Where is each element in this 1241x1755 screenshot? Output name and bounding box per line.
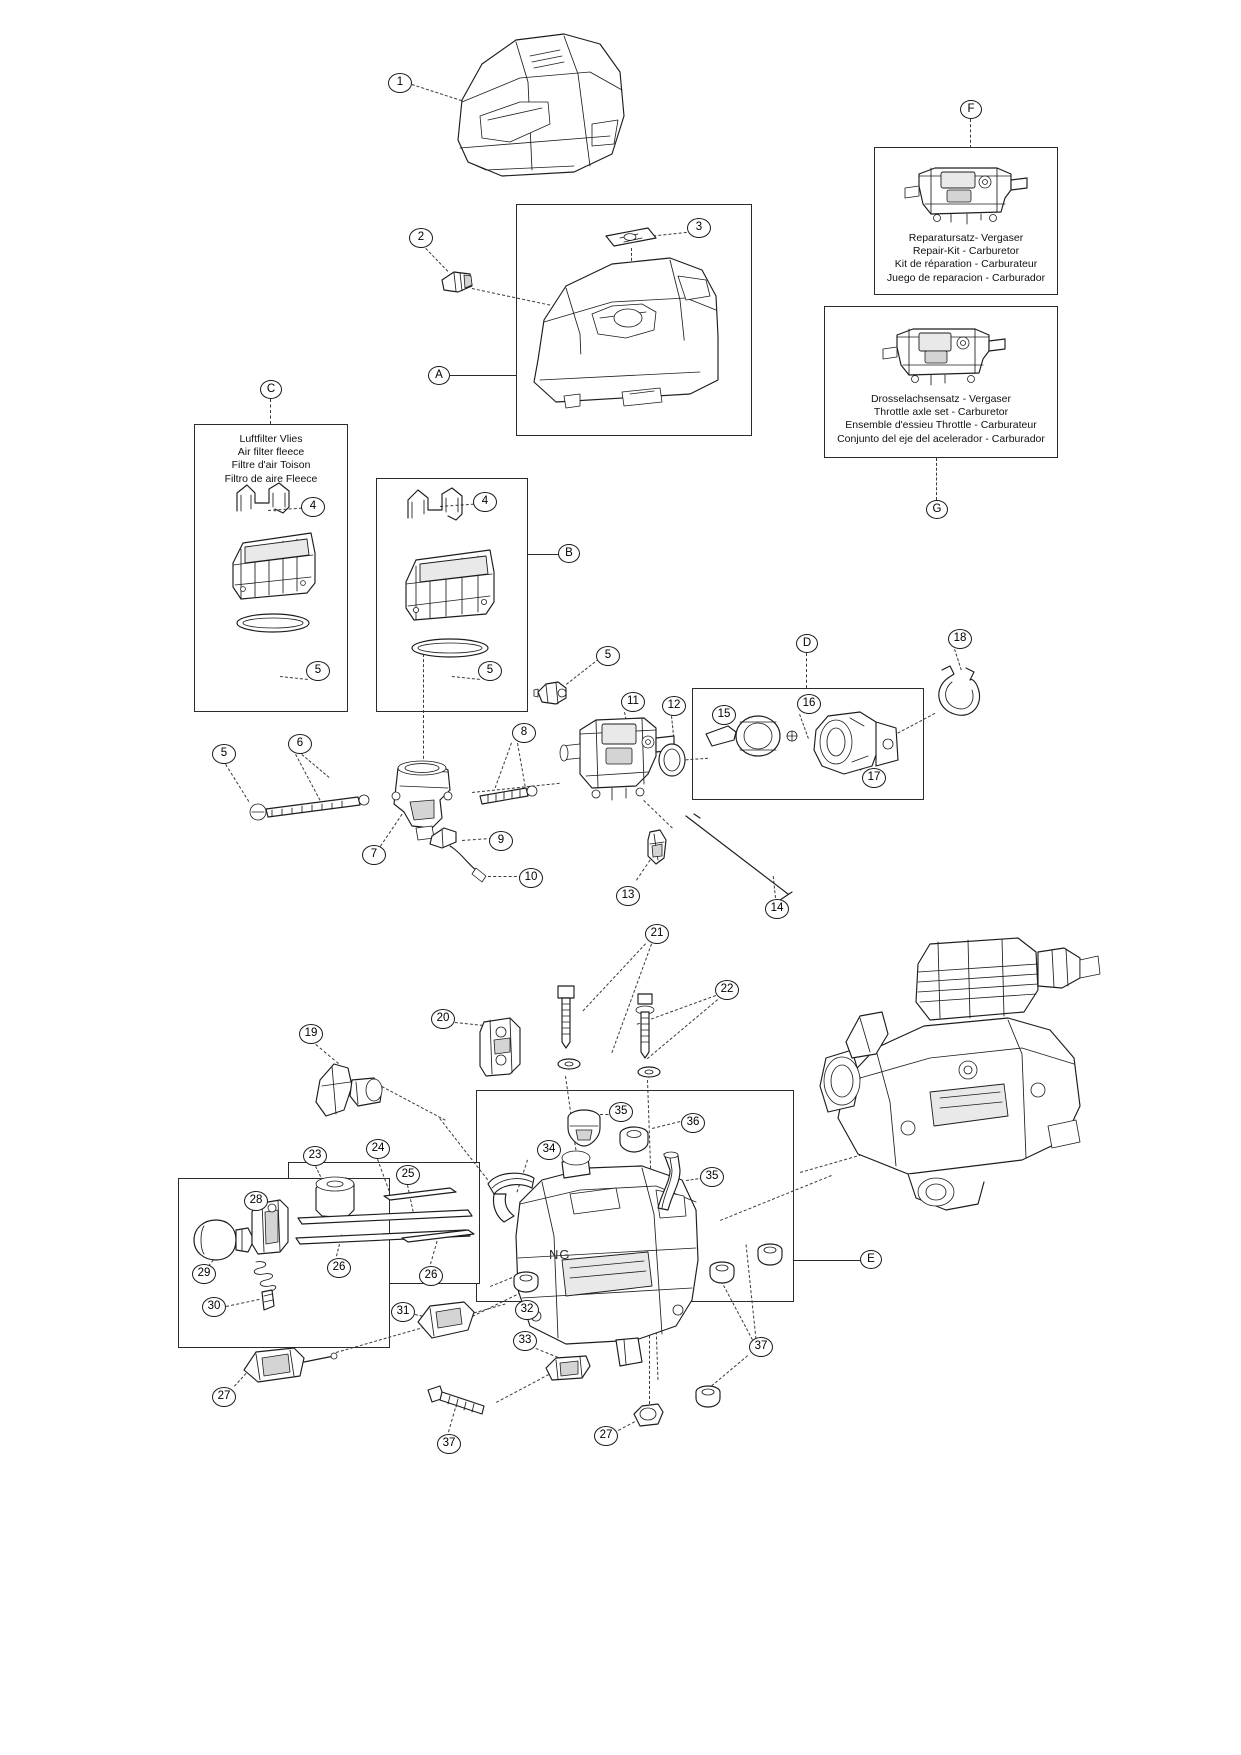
callout-17[interactable]: 15 [712, 705, 736, 725]
callout-13[interactable]: 11 [621, 692, 645, 712]
callout-letter-f[interactable]: F [960, 100, 982, 119]
callout-20[interactable]: 18 [948, 629, 972, 649]
throttle-axle-set-art [877, 315, 1009, 389]
leader-f [970, 119, 971, 148]
kit-c-caption [195, 433, 347, 486]
callout-5-right[interactable]: 5 [478, 661, 502, 681]
callout-31[interactable]: 28 [244, 1191, 268, 1211]
plate-bracket-art [476, 1014, 528, 1080]
strip-27b-art [400, 1228, 476, 1244]
callout-letter-a[interactable]: A [428, 366, 450, 385]
mount-40b-art [754, 1240, 786, 1268]
housing-logo: NG [549, 1247, 571, 1262]
callout-letter-g[interactable]: G [926, 500, 948, 519]
callout-28[interactable]: 26 [327, 1258, 351, 1278]
spring-art [244, 1258, 284, 1314]
kit-c-line-es: Filtro de aire Fleece [224, 472, 318, 485]
callout-24[interactable]: 22 [715, 980, 739, 1000]
callout-15[interactable]: 13 [616, 886, 640, 906]
handle-bracket-art [312, 1058, 388, 1124]
callout-26[interactable]: 24 [366, 1139, 390, 1159]
callout-6[interactable]: 5 [596, 646, 620, 666]
callout-23-bottom[interactable]: 37 [437, 1434, 461, 1454]
bushing-30-art [630, 1400, 666, 1430]
kit-box-g [824, 306, 1058, 458]
latch-knob-art [438, 266, 478, 298]
callout-letter-b[interactable]: B [558, 544, 580, 563]
callout-23[interactable]: 21 [645, 924, 669, 944]
screw-23-art [552, 980, 582, 1060]
engine-top-cover-art [424, 20, 644, 190]
callout-30[interactable]: 27 [594, 1426, 618, 1446]
callout-9[interactable]: 7 [362, 845, 386, 865]
clip-36-art [542, 1352, 594, 1384]
callout-35[interactable]: 32 [515, 1300, 539, 1320]
strip-26-art [382, 1186, 458, 1202]
o-ring-art [652, 740, 692, 780]
kit-box-f [874, 147, 1058, 295]
engine-block-art [812, 930, 1112, 1230]
stud-art [474, 778, 540, 810]
washer-24-art [636, 1064, 662, 1080]
washer-23-art [556, 1056, 582, 1072]
callout-25[interactable]: 23 [303, 1146, 327, 1166]
kit-c-line-de: Luftfilter Vlies [239, 433, 303, 445]
callout-18[interactable]: 16 [797, 694, 821, 714]
leader-b [528, 554, 560, 555]
kit-f-line-fr: Kit de réparation - Carburateur [894, 258, 1038, 271]
callout-19[interactable]: 17 [862, 768, 886, 788]
callout-4-left[interactable]: 4 [301, 497, 325, 517]
screw-24-art [632, 990, 660, 1068]
seal-strip-art [482, 1168, 542, 1226]
screw-23-bottom-art [424, 1380, 500, 1424]
callout-14[interactable]: 12 [662, 696, 686, 716]
callout-27b[interactable]: 26 [419, 1266, 443, 1286]
callout-21[interactable]: 19 [299, 1024, 323, 1044]
kit-f-line-en: Repair-Kit - Carburetor [912, 245, 1020, 258]
mount-40c-art [692, 1382, 724, 1410]
callout-22[interactable]: 20 [431, 1009, 455, 1029]
leader-c [270, 399, 271, 424]
callout-12[interactable]: 10 [519, 868, 543, 888]
fuel-cap-art [562, 1106, 606, 1152]
callout-37-right[interactable]: 35 [700, 1167, 724, 1187]
lever-art [412, 1298, 480, 1342]
callout-8[interactable]: 6 [288, 734, 312, 754]
grommet-art [616, 1124, 652, 1156]
callout-2[interactable]: 2 [409, 228, 433, 248]
callout-1[interactable]: 1 [388, 73, 412, 93]
callout-10[interactable]: 8 [512, 723, 536, 743]
kit-g-line-fr: Ensemble d'essieu Throttle - Carburateur [845, 419, 1037, 432]
kit-g-line-en: Throttle axle set - Carburetor [873, 406, 1009, 419]
bushing-35-art [510, 1268, 542, 1294]
throttle-link-art [640, 826, 676, 870]
leader-e [794, 1260, 862, 1261]
long-screw-art [246, 788, 376, 830]
kit-f-line-de: Reparatursatz- Vergaser [908, 232, 1024, 244]
throttle-rod-art [680, 812, 800, 904]
kit-g-line-es: Conjunto del eje del acelerador - Carburador [837, 432, 1045, 445]
callout-40[interactable]: 37 [749, 1337, 773, 1357]
spring-clamp-art [928, 660, 990, 722]
callout-34[interactable]: 31 [391, 1302, 415, 1322]
callout-letter-e[interactable]: E [860, 1250, 882, 1269]
callout-11[interactable]: 9 [489, 831, 513, 851]
callout-27a[interactable]: 25 [396, 1165, 420, 1185]
hose-art [650, 1150, 696, 1222]
leader-d [806, 653, 807, 688]
callout-3[interactable]: 3 [687, 218, 711, 238]
kit-c-line-en: Air filter fleece [237, 446, 305, 459]
mount-40a-art [706, 1258, 738, 1286]
shroud-assembly-art [520, 210, 748, 432]
callout-33[interactable]: 30 [202, 1297, 226, 1317]
air-filter-b-art [392, 484, 516, 684]
kit-c-line-fr: Filtre d'air Toison [231, 459, 311, 472]
leader-g [936, 458, 937, 500]
fuel-fitting-art [532, 676, 576, 710]
strip-27a-art [296, 1208, 474, 1226]
callout-7[interactable]: 5 [212, 744, 236, 764]
callout-38[interactable]: 35 [609, 1102, 633, 1122]
kit-g-line-de: Drosselachsensatz - Vergaser [870, 393, 1012, 405]
switch-module-art [238, 1344, 338, 1388]
callout-4-right[interactable]: 4 [473, 492, 497, 512]
callout-letter-d[interactable]: D [796, 634, 818, 653]
leader-21b [382, 1086, 446, 1121]
kit-f-caption [883, 232, 1049, 285]
callout-36[interactable]: 33 [513, 1331, 537, 1351]
callout-39[interactable]: 36 [681, 1113, 705, 1133]
kit-f-line-es: Juego de reparacion - Carburador [886, 271, 1046, 284]
callout-29[interactable]: 27 [212, 1387, 236, 1407]
callout-5-left[interactable]: 5 [306, 661, 330, 681]
carburetor-repair-kit-art [901, 156, 1033, 228]
callout-16[interactable]: 14 [765, 899, 789, 919]
callout-32[interactable]: 29 [192, 1264, 216, 1284]
kit-g-caption [833, 393, 1049, 446]
callout-37-left[interactable]: 34 [537, 1140, 561, 1160]
callout-letter-c[interactable]: C [260, 380, 282, 399]
leader-a [450, 375, 516, 376]
